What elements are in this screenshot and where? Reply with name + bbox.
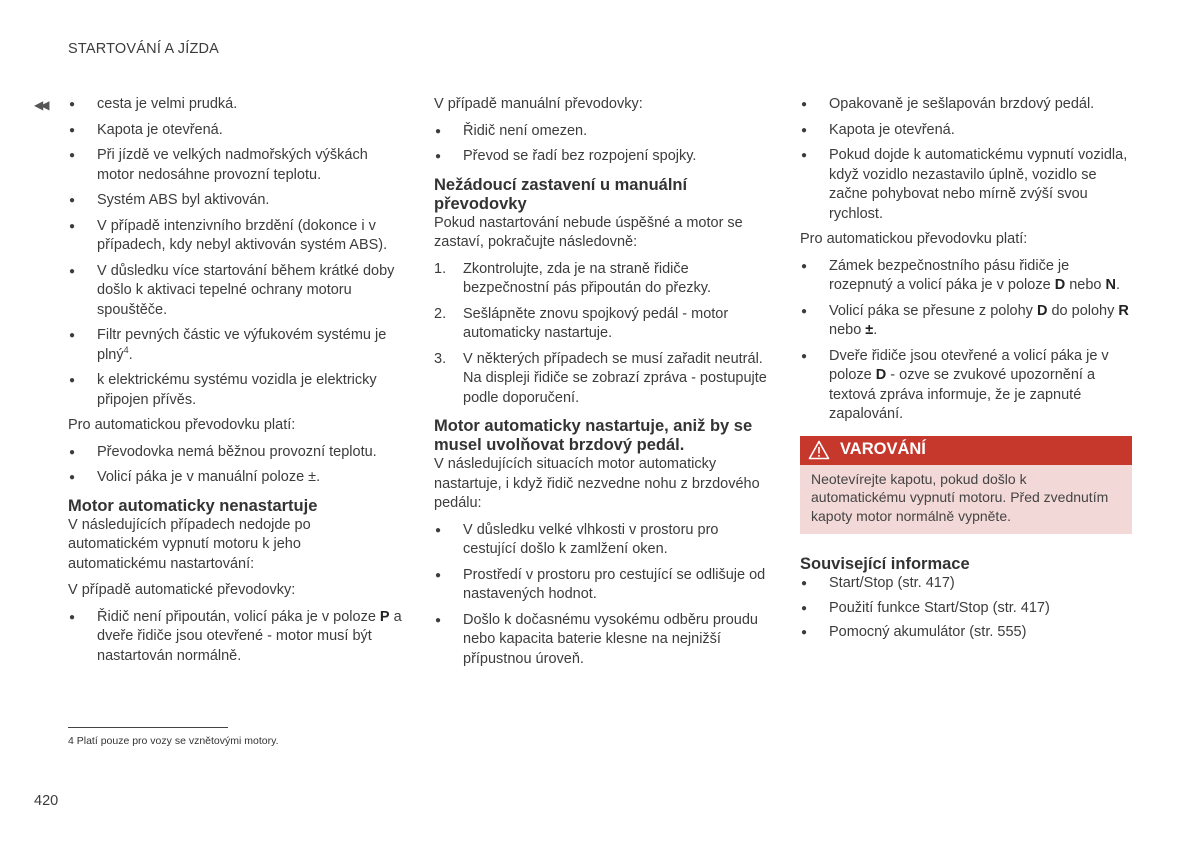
list-item: ● k elektrickému systému vozidla je elektricky připojen přívěs. [68, 371, 403, 410]
footnote [68, 732, 278, 752]
auto-gearbox-list [68, 443, 403, 488]
list-item: ● Volicí páka je v manuální poloze ±. [68, 468, 403, 488]
step-item [434, 260, 774, 299]
list-item: ● V důsledku velké vlhkosti v prostoru pro cestující došlo k zamlžení oken. [434, 521, 774, 560]
list-item: ● Došlo k dočasnému vysokému odběru proudu nebo kapacita baterie klesne na nejnižší přípustnou úroveň. [434, 611, 774, 670]
gear-label: N [1105, 277, 1116, 293]
footnote-divider [68, 727, 228, 728]
list-item: ● Filtr pevných částic ve výfukovém systému je plný$^4$. [68, 326, 403, 365]
step-item [434, 350, 774, 409]
list-item: ● Převodovka nemá běžnou provozní teplotu. [68, 443, 403, 463]
list-item [800, 302, 1135, 341]
list-item: ● Převod se řadí bez rozpojení spojky. [434, 147, 774, 167]
paragraph: V následujících situacích motor automaticky nastartuje, i když řidič nezvedne nohu z brzdového pedálu: [434, 456, 760, 511]
back-arrow-icon[interactable]: ◀◀ [34, 98, 47, 112]
step-text: Zkontrolujte, zda je na straně řidiče bezpečnostní pás připoután do přezky. [463, 260, 712, 296]
text-span: Dveře řidiče jsou otevřené a volicí páka je v poloze [829, 347, 1109, 383]
paragraph: Pokud nastartování nebude úspěšné a motor se zastaví, pokračujte následovně: [434, 214, 743, 250]
steps-list [434, 260, 774, 409]
text-span: nebo [829, 322, 866, 338]
paragraph: V případě automatické převodovky: [68, 582, 296, 598]
manual-gearbox-intro: V případě manuální převodovky: [434, 96, 643, 112]
text-span: . [1115, 277, 1121, 293]
list-item: ● Kapota je otevřená. [800, 121, 1135, 141]
text-span: a dveře řidiče jsou otevřené - motor musí být nastartován normálně. [97, 608, 402, 664]
auto-restart-list [434, 521, 774, 670]
list-item [800, 257, 1135, 296]
step-text: Sešlápněte znovu spojkový pedál - motor automaticky nastartuje. [463, 305, 729, 341]
step-number: 1. [434, 260, 447, 277]
section-heading: Nežádoucí zastavení u manuální převodovky [434, 175, 688, 213]
condition-list [68, 95, 403, 410]
auto-gearbox-intro: Pro automatickou převodovku platí: [68, 417, 296, 433]
footnote-text: Platí pouze pro vozy se vznětovými motory. [73, 735, 279, 747]
list-item: ● Řidič není omezen. [434, 122, 774, 142]
step-item [434, 305, 774, 344]
related-link[interactable]: ● Pomocný akumulátor (str. 555) [800, 623, 1135, 643]
section-heading: Motor automaticky nenastartuje [68, 496, 318, 515]
list-item [800, 347, 1135, 425]
footnote-ref[interactable]: 4 [123, 344, 129, 355]
footnote-number: 4 [68, 735, 74, 747]
page-number: 420 [34, 793, 59, 809]
list-item [68, 608, 403, 667]
related-links [800, 574, 1135, 643]
list-item: ● Opakovaně je sešlapován brzdový pedál. [800, 95, 1135, 115]
gear-label: D [1036, 302, 1048, 319]
condition-list-cont [800, 95, 1135, 224]
auto-gearbox-list [800, 257, 1135, 425]
gear-label: R [1118, 302, 1129, 319]
list-item-text: Filtr pevných částic ve výfukovém systému je plný [97, 327, 387, 363]
related-link[interactable]: ● Start/Stop (str. 417) [800, 574, 1135, 594]
list-item: ● V případě intenzivního brzdění (dokonce i v případech, kdy nebyl aktivován systém ABS). [68, 217, 403, 256]
manual-gearbox-list [434, 122, 774, 167]
list-item: ● Kapota je otevřená. [68, 121, 403, 141]
text-span: do polohy [1047, 302, 1119, 319]
page-header: STARTOVÁNÍ A JÍZDA [68, 41, 220, 57]
warning-triangle-icon [808, 440, 830, 460]
column-1 [68, 95, 403, 672]
list-item: ● Prostředí v prostoru pro cestující se odlišuje od nastavených hodnot. [434, 566, 774, 605]
warning-title: VAROVÁNÍ [840, 440, 926, 459]
list-item: ● cesta je velmi prudká. [68, 95, 403, 115]
text-span: Zámek bezpečnostního pásu řidiče je rozepnutý a volicí páka je v poloze [829, 257, 1070, 293]
gear-label: ± [865, 322, 874, 338]
step-number: 2. [434, 305, 447, 322]
warning-box [800, 436, 1132, 535]
related-info-heading: Související informace [800, 555, 970, 573]
text-span: - ozve se zvukové upozornění a textová zpráva informuje, že je zapnuté zapalování. [829, 367, 1096, 422]
paragraph: V následujících případech nedojde po automatickém vypnutí motoru k jeho automatickému nastartování: [68, 516, 311, 572]
text-span: Volicí páka se přesune z polohy [829, 302, 1037, 319]
list-item: ● V důsledku více startování během krátké doby došlo k aktivaci tepelné ochrany motoru spouštěče. [68, 262, 403, 321]
text-span: nebo [1065, 277, 1106, 293]
list-item: ● Při jízdě ve velkých nadmořských výškách motor nedosáhne provozní teplotu. [68, 146, 403, 185]
column-2 [434, 95, 774, 675]
gear-label: P [379, 608, 390, 625]
step-text: V některých případech se musí zařadit neutrál. Na displeji řidiče se zobrazí zpráva - postupujte podle doporučení. [463, 350, 767, 406]
warning-text: Neotevírejte kapotu, pokud došlo k automatickému vypnutí motoru. Před zvednutím kapoty motor normálně vypněte. [811, 470, 1109, 524]
text-span: Řidič není připoután, volicí páka je v poloze [97, 608, 380, 625]
gear-label: D [1054, 277, 1066, 293]
section-heading: Motor automaticky nastartuje, aniž by se musel uvolňovat brzdový pedál. [434, 417, 753, 454]
warning-header [800, 436, 1132, 465]
auto-gearbox-intro: Pro automatickou převodovku platí: [800, 231, 1028, 247]
step-number: 3. [434, 350, 447, 367]
list-item: ● Pokud dojde k automatickému vypnutí vozidla, když vozidlo nezastavilo úplně, vozidlo se začne pohybovat nebo mírně zvýší svou rychlost. [800, 146, 1135, 224]
list-item: ● Systém ABS byl aktivován. [68, 191, 403, 211]
column-3 [800, 95, 1135, 648]
related-link[interactable]: ● Použití funkce Start/Stop (str. 417) [800, 599, 1135, 619]
text-span: . [873, 322, 878, 338]
gear-label: D [875, 367, 887, 383]
auto-gearbox-cases [68, 608, 403, 667]
